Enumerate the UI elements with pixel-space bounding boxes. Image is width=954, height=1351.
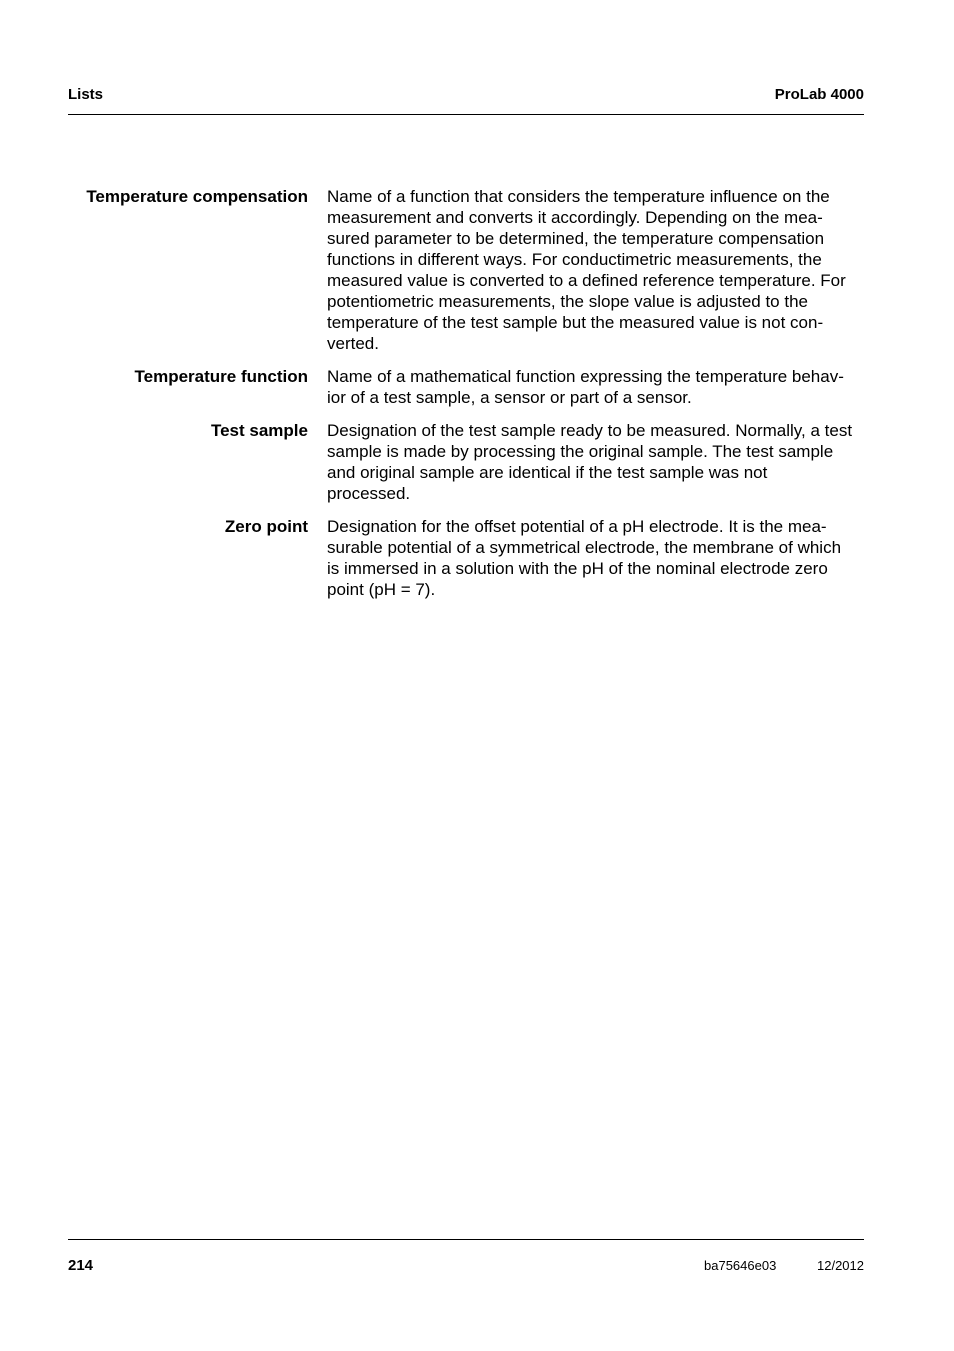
glossary-entry-temperature-function (68, 366, 864, 408)
glossary-term: Zero point (224, 517, 308, 536)
section-title: Lists (68, 86, 104, 103)
page-number: 214 (68, 1257, 94, 1274)
glossary-entry-temperature-compensation (68, 186, 864, 354)
glossary-definition: Designation for the offset potential of a pH electrode. It is the measurable potential of a symmetrical electrode, the membrane of which is immersed in a solution with the pH of the nominal electrode zero point (pH = 7). (327, 517, 842, 599)
glossary-definition: Designation of the test sample ready to be measured. Normally, a test sample is made by processing the original sample. The test sample and original sample are identical if the test sample was not processed. (327, 421, 853, 503)
glossary-term: Temperature function (134, 367, 308, 386)
glossary-term: Test sample (210, 421, 308, 440)
glossary-entry-zero-point (68, 516, 864, 600)
page-header (68, 86, 864, 106)
document-date: 12/2012 (817, 1258, 864, 1273)
glossary-term: Temperature compensation (86, 187, 308, 206)
glossary-definition: Name of a function that considers the temperature influence on the measurement and converts it accordingly. Depending on the measured parameter to be determined, the temperature compensation functions in different ways. For conductimetric measurements, the measured value is converted to a defined reference temperature. For potentiometric measurements, the slope value is adjusted to the temperature of the test sample but the measured value is not converted. (327, 187, 846, 353)
glossary-entry-test-sample (68, 420, 864, 504)
product-name: ProLab 4000 (774, 86, 864, 103)
footer-divider (68, 1239, 864, 1240)
header-divider (68, 114, 864, 115)
glossary-list (68, 186, 864, 612)
glossary-definition: Name of a mathematical function expressing the temperature behavior of a test sample, a sensor or part of a sensor. (327, 367, 844, 407)
page-footer (68, 1255, 864, 1275)
document-id: ba75646e03 (704, 1258, 777, 1273)
